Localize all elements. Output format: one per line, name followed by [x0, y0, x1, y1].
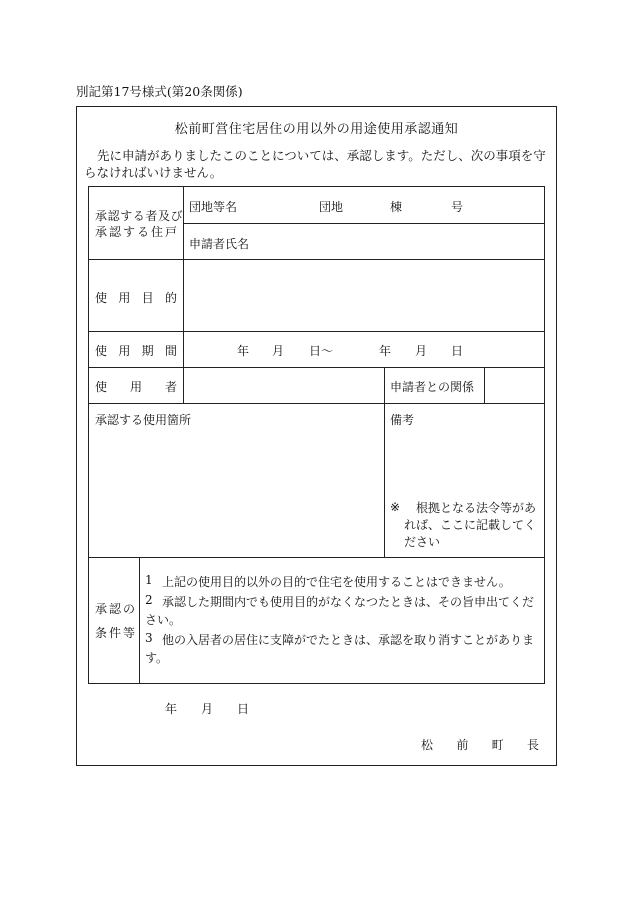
col-divider [484, 367, 485, 403]
conditions-label-2: 条件等 [95, 626, 135, 640]
condition-text: 他の入居者の居住に支障がでたときは、承認を取り消すことがあります。 [145, 633, 535, 665]
condition-number: 3 [145, 631, 153, 645]
relation-label: 申請者との関係 [390, 380, 475, 394]
table-border-left [88, 186, 89, 683]
date-month: 月 [201, 702, 214, 716]
row-divider [88, 557, 544, 558]
user-label: 使用者 [95, 380, 177, 394]
period-to-year: 年 [379, 344, 392, 358]
condition-text: 上記の使用目的以外の目的で住宅を使用することはできません。 [162, 575, 511, 589]
remarks-note-mark: ※ [390, 500, 401, 514]
col-divider [139, 557, 140, 683]
form-number: 別記第17号様式(第20条関係) [76, 84, 243, 99]
remarks-label: 備考 [390, 413, 415, 427]
period-to-month: 月 [415, 344, 428, 358]
applicant-name-label: 申請者氏名 [189, 237, 250, 251]
period-from-month: 月 [272, 344, 285, 358]
row-divider [88, 259, 544, 260]
intro-text: 先に申請がありましたこのことについては、承認します。ただし、次の事項を守らなければいけません。 [84, 148, 546, 180]
housing-label-2: 承認する住戸 [95, 225, 177, 239]
table-border-right [544, 186, 545, 683]
conditions-label-1: 承認の [95, 602, 135, 616]
col-divider [384, 367, 385, 557]
danchi-label: 団地 [319, 200, 344, 214]
row-divider [183, 223, 544, 224]
condition-number: 2 [145, 593, 153, 607]
row-divider [88, 403, 544, 404]
condition-number: 1 [145, 573, 153, 587]
condition-text: 承認した期間内でも使用目的がなくなつたときは、その旨申出てください。 [145, 595, 535, 627]
table-border-bottom [88, 683, 545, 684]
remarks-note: 根拠となる法令等があれば、ここに記載してください [404, 501, 537, 549]
document-title: 松前町営住宅居住の用以外の用途使用承認通知 [174, 122, 459, 137]
purpose-label: 使用目的 [95, 291, 177, 305]
row-divider [88, 367, 544, 368]
danchi-name-label: 団地等名 [189, 200, 238, 214]
period-from-day: 日〜 [309, 344, 334, 358]
usage-area-label: 承認する使用箇所 [95, 413, 192, 427]
housing-label-1: 承認する者及び [95, 209, 184, 223]
period-from-year: 年 [237, 344, 250, 358]
date-year: 年 [165, 702, 178, 716]
form-frame [76, 106, 557, 766]
period-to-day: 日 [451, 344, 464, 358]
period-label: 使用期間 [95, 344, 177, 358]
table-border-top [88, 186, 544, 187]
building-label: 棟 [390, 200, 403, 214]
row-divider [88, 331, 544, 332]
date-day: 日 [237, 702, 250, 716]
issuer-name: 松前町長 [421, 738, 539, 752]
room-number-label: 号 [451, 200, 464, 214]
